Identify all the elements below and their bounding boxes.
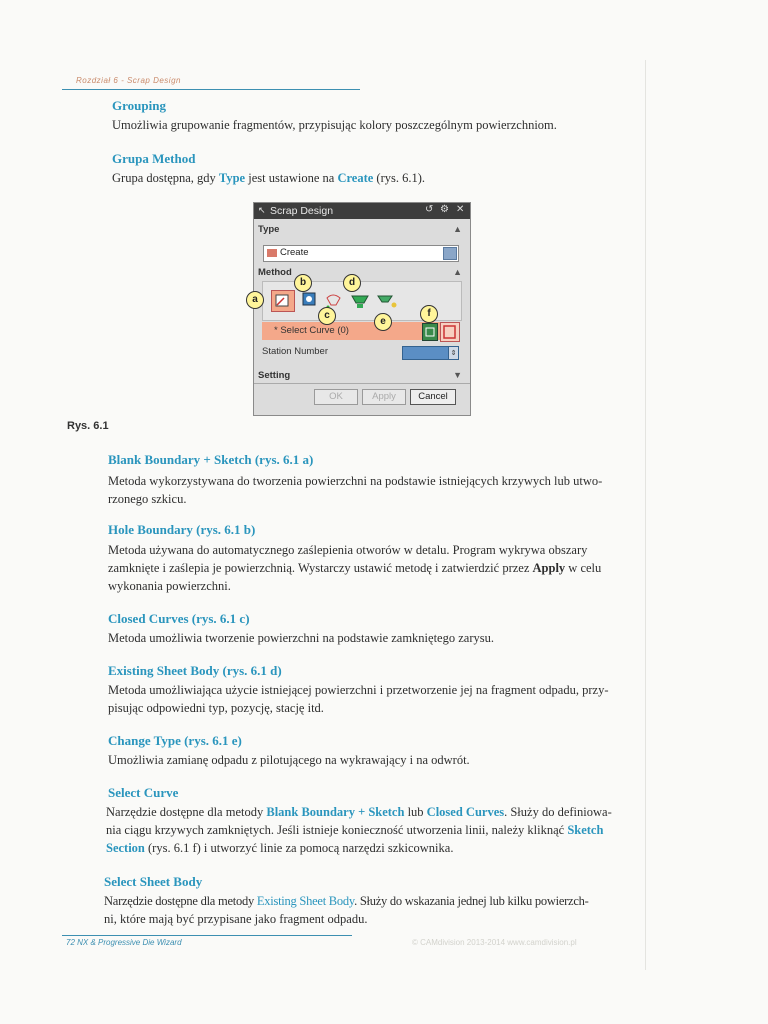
header-rule [62,89,360,90]
divider [254,383,470,384]
collapse-chevron-icon: ▲ [453,224,462,234]
create-icon [267,249,277,257]
heading-select-curve: Select Curve [108,785,179,800]
type-select[interactable]: Create [263,245,459,262]
dropdown-arrow-icon [443,247,457,260]
callout-c: c [318,307,336,325]
callout-a: a [246,291,264,309]
change-type-button[interactable] [375,290,397,310]
heading-blank-boundary: Blank Boundary + Sketch (rys. 6.1 a) [108,452,314,467]
heading-hole-boundary: Hole Boundary (rys. 6.1 b) [108,522,256,537]
settings-icon[interactable]: ⚙ [440,204,449,215]
curve-select-icon [441,323,459,341]
text-grupa-method: Grupa dostępna, gdy Type jest ustawione na Create (rys. 6.1). [112,171,426,185]
collapse-chevron-icon: ▲ [453,267,462,277]
heading-grupa-method: Grupa Method [112,151,196,166]
setting-section-header[interactable]: Setting ▼ [258,370,462,381]
text-blank-boundary-1: Metoda wykorzystywana do tworzenia powierzchni na podstawie istniejących krzywych lub utwo- [108,474,603,488]
sketch-section-button[interactable] [422,323,438,341]
text-existing-sheet-body-1: Metoda umożliwiająca użycie istniejącej powierzchni i przetworzenie jej na fragment odpadu, przy- [108,683,609,697]
dialog-titlebar [254,203,470,219]
method-section-header[interactable]: Method ▲ [258,267,462,278]
existing-sheet-body-icon [349,290,371,310]
text-hole-boundary-1: Metoda używana do automatycznego zaślepienia otworów w detalu. Program wykrywa obszary [108,543,588,557]
hole-boundary-icon [299,290,321,310]
text-closed-curves: Metoda umożliwia tworzenie powierzchni na podstawie zamkniętego zarysu. [108,631,494,645]
close-icon[interactable]: ✕ [456,204,465,215]
station-number-field[interactable] [402,346,459,360]
text-change-type: Umożliwia zamianę odpadu z pilotującego na wykrawający i na odwrót. [108,753,470,767]
text-select-sheet-body-1: Narzędzie dostępne dla metody Existing Sheet Body. Służy do wskazania jednej lub kilku powierzch- [104,894,589,908]
spinner-arrows-icon[interactable]: ⇕ [448,347,458,359]
text-select-curve-2: nia ciągu krzywych zamkniętych. Jeśli istnieje konieczność utworzenia linii, należy kliknąć Sketch [106,823,604,837]
text-hole-boundary-3: wykonania powierzchni. [108,579,231,593]
running-foot: 72 NX & Progressive Die Wizard [66,938,182,947]
figure-caption: Rys. 6.1 [67,420,109,432]
text-select-curve-3: Section (rys. 6.1 f) i utworzyć linie za pomocą narzędzi szkicownika. [106,841,454,855]
page-edge [645,60,646,970]
callout-f: f [420,305,438,323]
ok-button[interactable]: OK [314,389,358,405]
heading-select-sheet-body: Select Sheet Body [104,874,203,889]
expand-chevron-icon: ▼ [453,370,462,380]
text-hole-boundary-2: zamknięte i zaślepia je powierzchnią. Wystarczy ustawić metodę i zatwierdzić przez Apply w celu [108,561,602,575]
hole-boundary-button[interactable] [299,290,321,310]
dialog-app-icon: ↖ [258,205,266,215]
station-number-label: Station Number [262,346,329,357]
blank-boundary-icon [272,291,294,311]
cancel-button[interactable]: Cancel [410,389,456,405]
sketch-section-icon [423,324,437,340]
reset-icon[interactable]: ↺ [425,204,434,215]
change-type-icon [375,290,397,310]
callout-e: e [374,313,392,331]
footer-rule [62,935,352,936]
blank-boundary-sketch-button[interactable] [271,290,295,312]
heading-change-type: Change Type (rys. 6.1 e) [108,733,242,748]
curve-rule-button[interactable] [440,322,460,342]
text-select-curve-1: Narzędzie dostępne dla metody Blank Boundary + Sketch lub Closed Curves. Służy do definiowa- [106,805,612,819]
text-blank-boundary-2: rzonego szkicu. [108,492,187,506]
heading-grouping: Grouping [112,98,166,113]
apply-button[interactable]: Apply [362,389,406,405]
type-section-header[interactable]: Type ▲ [258,224,462,235]
heading-existing-sheet-body: Existing Sheet Body (rys. 6.1 d) [108,663,282,678]
text-existing-sheet-body-2: pisując odpowiedni typ, pozycję, stację itd. [108,701,324,715]
running-head: Rozdział 6 - Scrap Design [76,76,181,85]
select-curve-row[interactable]: * Select Curve (0) [262,322,457,340]
dialog-title: Scrap Design [270,205,334,217]
callout-b: b [294,274,312,292]
scrap-design-dialog [253,202,471,416]
heading-closed-curves: Closed Curves (rys. 6.1 c) [108,611,250,626]
text-select-sheet-body-2: ni, które mają być przypisane jako fragment odpadu. [104,912,368,926]
footer-copyright: © CAMdivision 2013-2014 www.camdivision.pl [412,938,577,947]
existing-sheet-body-button[interactable] [349,290,371,310]
text-grouping: Umożliwia grupowanie fragmentów, przypisując kolory poszczególnym powierzchniom. [112,118,557,132]
callout-d: d [343,274,361,292]
